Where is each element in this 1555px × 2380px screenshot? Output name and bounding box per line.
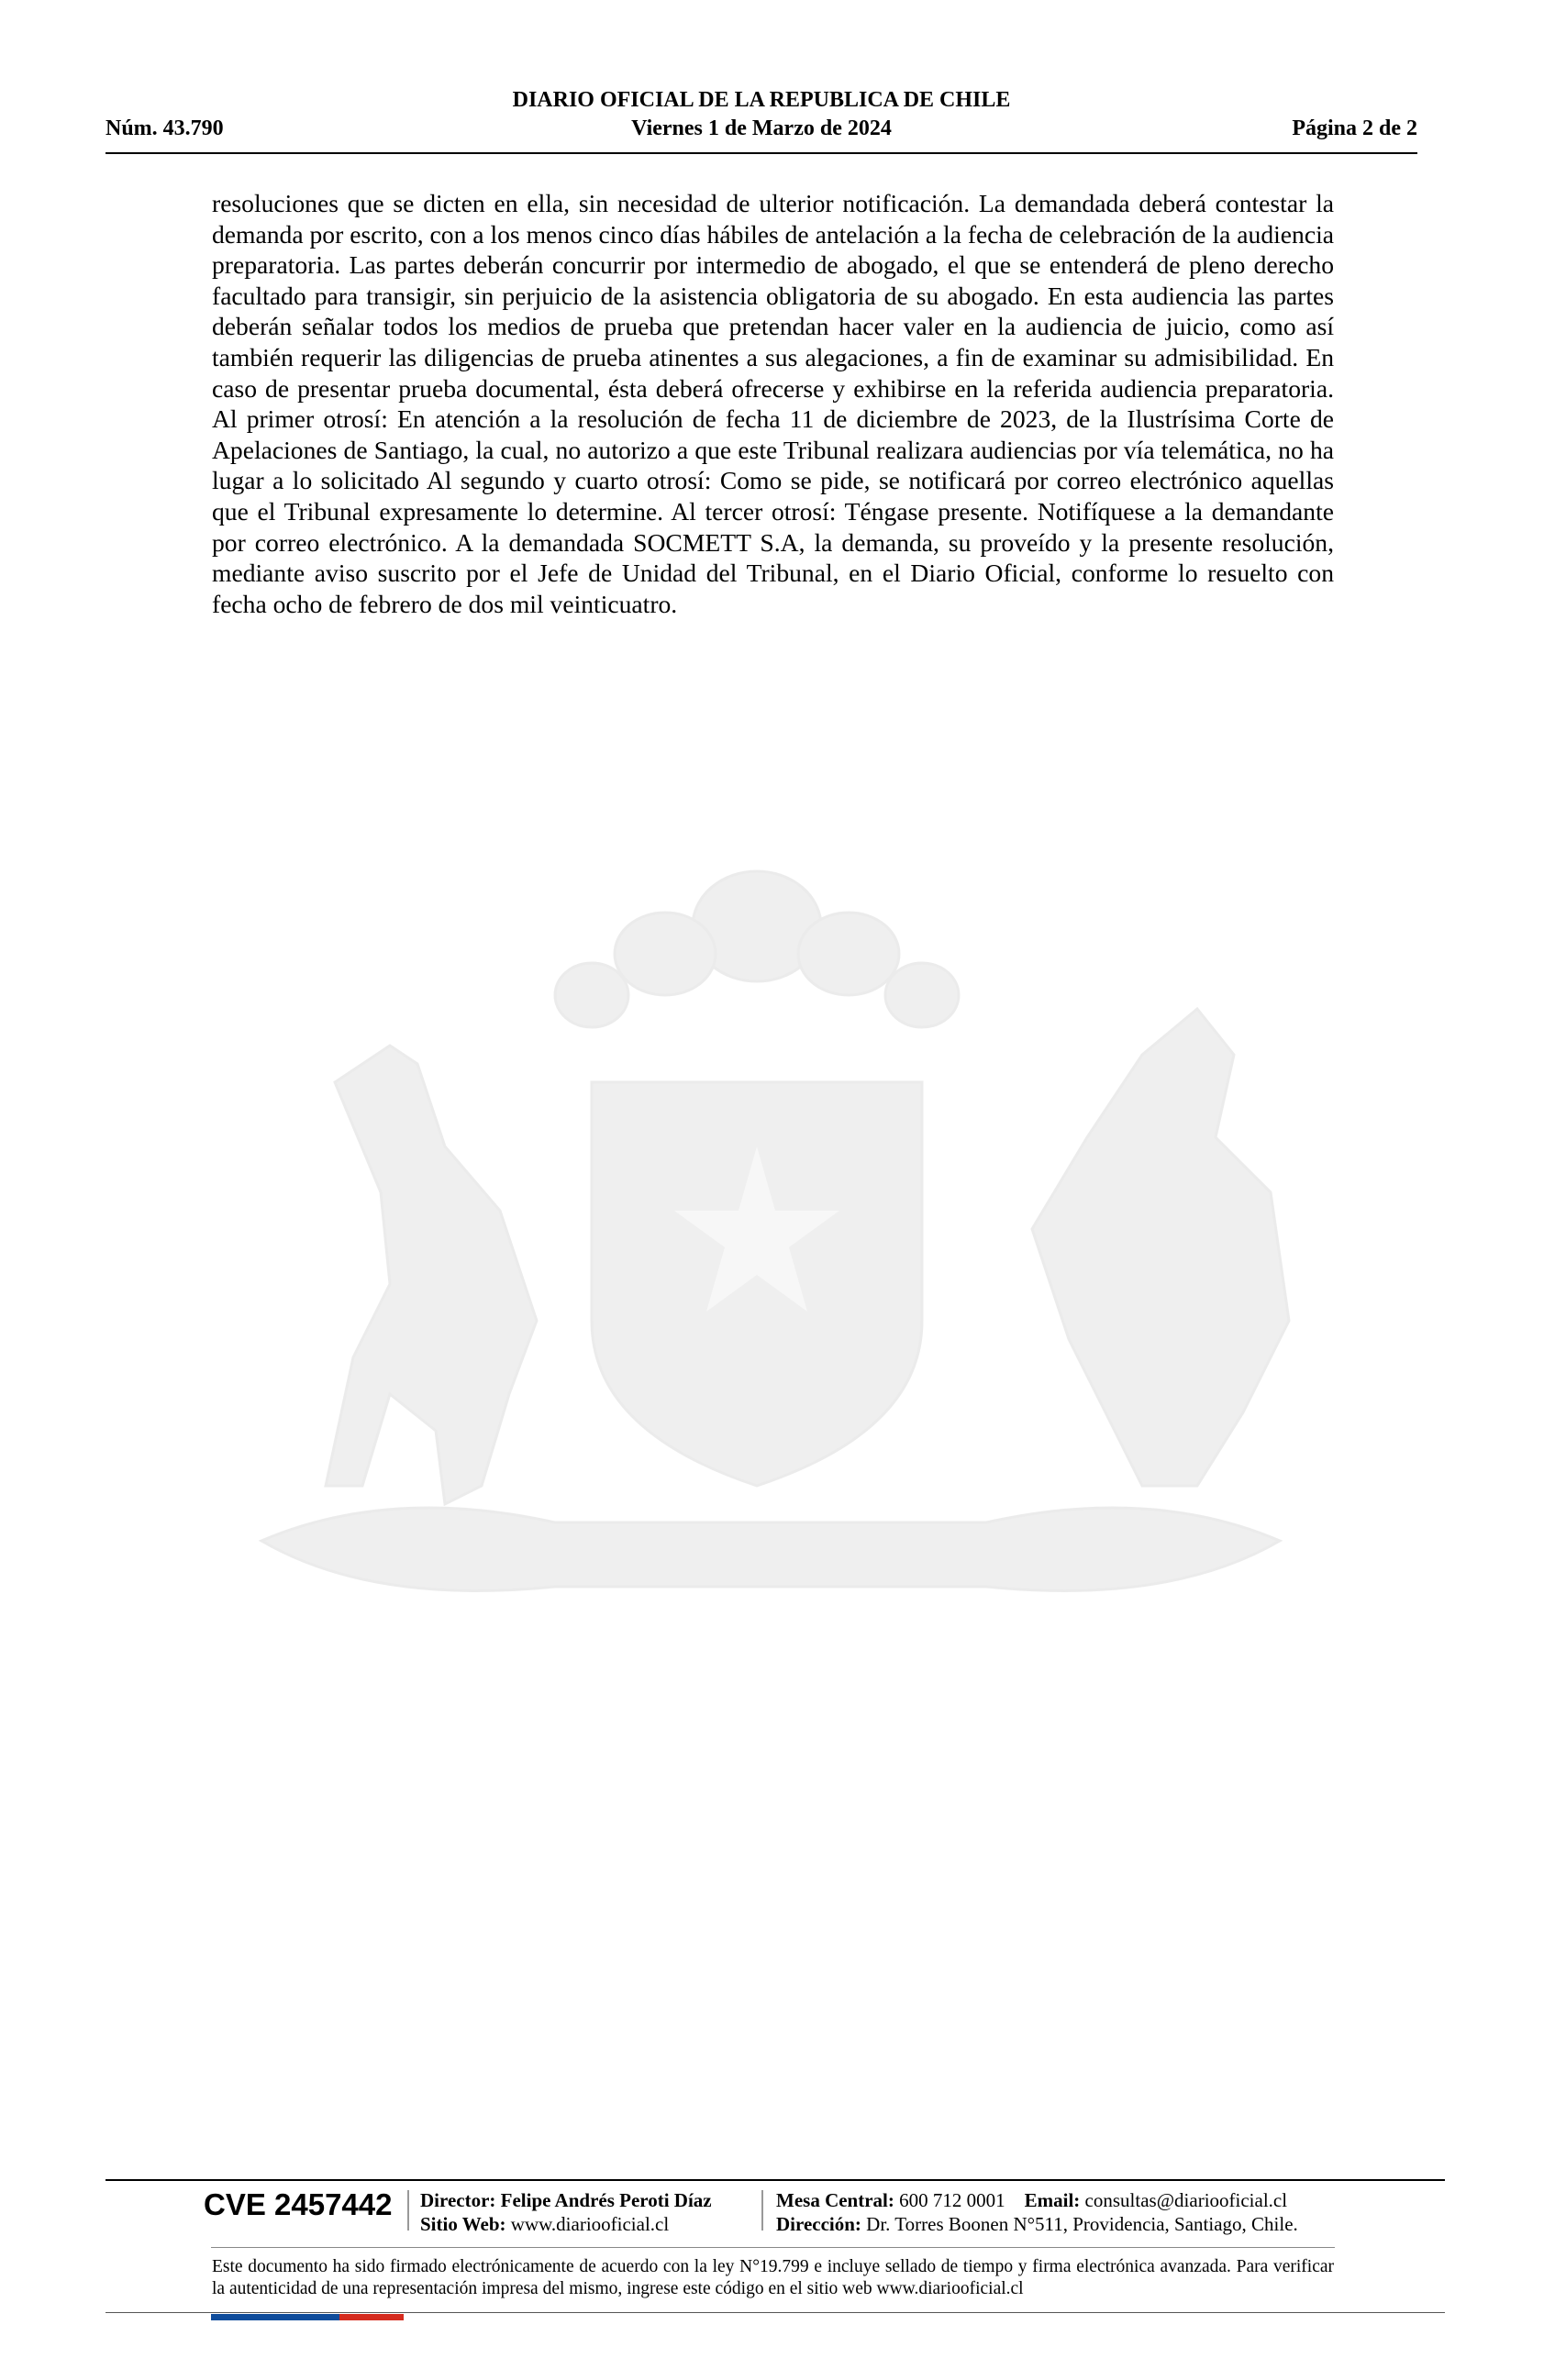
page-header (106, 88, 1417, 154)
flag-segment (339, 2314, 404, 2320)
cve-code: CVE 2457442 (204, 2187, 393, 2221)
page-indicator: Página 2 de 2 (1292, 116, 1417, 140)
phone-label: Mesa Central: (776, 2189, 894, 2211)
legal-notice: Este documento ha sido firmado electrónicamente de acuerdo con la ley N°19.799 e incluye sellado de tiempo y firma electrónica avanzada. Para verificar la autenticidad de una representación impresa del mismo, ingrese este código en el sitio web www.diariooficial.cl (212, 2257, 1334, 2298)
email-value: consultas@diariooficial.cl (1084, 2189, 1288, 2211)
coat-of-arms-of-chile-icon (206, 844, 1335, 1669)
flag-segment (211, 2314, 275, 2320)
footer-separator (407, 2190, 409, 2231)
footer-contact-column (776, 2188, 1298, 2236)
publication-title: DIARIO OFICIAL DE LA REPUBLICA DE CHILE (512, 88, 1011, 112)
footer-divider (106, 2179, 1445, 2181)
issue-number: Núm. 43.790 (106, 116, 224, 140)
web-label: Sitio Web: (420, 2213, 506, 2235)
web-value: www.diariooficial.cl (510, 2213, 670, 2235)
footer-divider (106, 2312, 1445, 2313)
address-label: Dirección: (776, 2213, 861, 2235)
email-label: Email: (1024, 2189, 1081, 2211)
body-paragraph: resoluciones que se dicten en ella, sin necesidad de ulterior notificación. La demandada deberá contestar la demanda por escrito, con a los menos cinco días hábiles de antelación a la fecha de celebración de la audiencia preparatoria. Las partes deberán concurrir por intermedio de abogado, el que se entenderá de pleno derecho facultado para transigir, sin perjuicio de la asistencia obligatoria de su abogado. En esta audiencia las partes deberán señalar todos los medios de prueba que pretendan hacer valer en la audiencia de juicio, como así también requerir las diligencias de prueba atinentes a sus alegaciones, a fin de examinar su admisibilidad. En caso de presentar prueba documental, ésta deberá ofrecerse y exhibirse en la referida audiencia preparatoria. Al primer otrosí: En atención a la resolución de fecha 11 de diciembre de 2023, de la Ilustrísima Corte de Apelaciones de Santiago, la cual, no autorizo a que este Tribunal realizara audiencias por vía telemática, no ha lugar a lo solicitado Al segundo y cuarto otrosí: Como se pide, se notificará por correo electrónico aquellas que el Tribunal expresamente lo determine. Al tercer otrosí: Téngase presente. Notifíquese a la demandante por correo electrónico. A la demandada SOCMETT S.A, la demanda, su proveído y la presente resolución, mediante aviso suscrito por el Jefe de Unidad del Tribunal, en el Diario Oficial, conforme lo resuelto con fecha ocho de febrero de dos mil veinticuatro. (212, 189, 1334, 618)
chile-flag-stripe (211, 2314, 404, 2320)
footer-separator (761, 2190, 763, 2231)
footer-director-column (420, 2188, 712, 2236)
issue-date: Viernes 1 de Marzo de 2024 (631, 116, 892, 140)
footer-divider (211, 2247, 1335, 2248)
director-label: Director: (420, 2189, 496, 2211)
address-value: Dr. Torres Boonen N°511, Providencia, Santiago, Chile. (866, 2213, 1298, 2235)
director-value: Felipe Andrés Peroti Díaz (500, 2189, 712, 2211)
flag-segment (275, 2314, 339, 2320)
phone-value: 600 712 0001 (899, 2189, 1005, 2211)
